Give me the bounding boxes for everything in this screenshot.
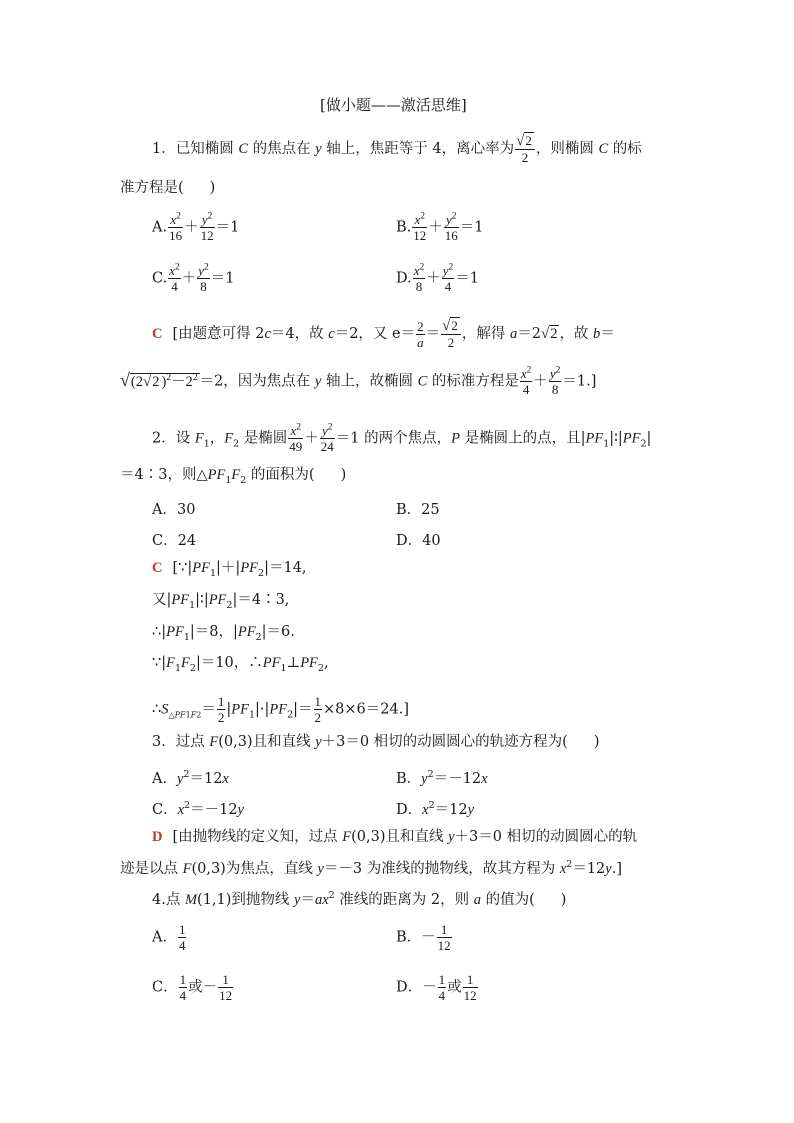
q3-solution-line1: D [由抛物线的定义知，过点 F(0,3)且和直线 y＋3＝0 相切的动圆圆心的轨 xyxy=(152,829,638,845)
q4-option-b: B．－ $\frac{1}{12}$ xyxy=(396,922,451,953)
section-title: [做小题——激活思维] xyxy=(320,96,467,114)
q3-option-c: C．$x^2=-12y$ xyxy=(152,800,244,818)
q3-answer: D xyxy=(152,829,163,845)
q3-solution-line2: 迹是以点 F(0,3)为焦点，直线 y＝－3 为准线的抛物线，故其方程为 $x^2=12y$.] xyxy=(120,859,622,877)
q3-option-b: B．$y^2=-12x$ xyxy=(396,769,488,787)
q3-option-a: A．$y^2=12x$ xyxy=(152,769,229,787)
q1-solution-line1: C [由题意可得 2c＝4，故 c＝2，又 e＝ $\frac{2}{a}$ ＝ $\frac{√2}{2}$ ，解得 a＝2√2 ，故 b＝ xyxy=(152,318,615,350)
q1-option-c: C. $\frac{x^2}{4}$ ＋ $\frac{y^2}{8}$ ＝1 xyxy=(152,262,235,294)
q2-solution-line5: $\therefore S_{\triangle PF1F2}=$ $\frac{1}{2}$ $|PF_1|\cdot|PF_2|=$ $\frac{1}{2}$ ×8×6＝24.] xyxy=(152,694,409,725)
q1-option-a: A. $\frac{x^2}{16}$ ＋ $\frac{y^2}{12}$ ＝1 xyxy=(152,211,240,243)
q1-option-d: D. $\frac{x^2}{8}$ ＋ $\frac{y^2}{4}$ ＝1 xyxy=(396,262,480,294)
q4-stem: 4.点 M(1,1)到抛物线 $y=ax^2$ 准线的距离为 2，则 a 的值为( ) xyxy=(152,890,567,908)
q2-solution-line3: $\therefore|PF_1|=8$，$|PF_2|=6$. xyxy=(152,624,295,643)
q2-option-d: D．40 xyxy=(396,533,441,549)
q1-stem-line2: 准方程是( ) xyxy=(120,180,216,196)
q3-stem: 3．过点 F(0,3)且和直线 y＋3＝0 相切的动圆圆心的轨迹方程为( ) xyxy=(152,734,600,750)
q1-option-b: B. $\frac{x^2}{12}$ ＋ $\frac{y^2}{16}$ ＝1 xyxy=(396,211,484,243)
q4-option-a: A． $\frac{1}{4}$ xyxy=(152,922,186,953)
q2-option-c: C．24 xyxy=(152,533,197,549)
q4-option-c: C． $\frac{1}{4}$ 或－ $\frac{1}{12}$ xyxy=(152,972,233,1003)
q2-option-b: B．25 xyxy=(396,502,440,518)
q1-stem-line1: 1．已知椭圆 C 的焦点在 y 轴上，焦距等于 4，离心率为 $\frac{√2}{2}$ ，则椭圆 C 的标 xyxy=(152,133,642,165)
q2-solution-line4: $\because|F_1F_2|=10$，$\therefore PF_1\perp PF_2$, xyxy=(152,655,329,674)
q2-option-a: A．30 xyxy=(152,502,196,518)
q1-answer: C xyxy=(152,326,163,342)
q2-stem-line1: 2．设 $F_1$，$F_2$ 是椭圆 $\frac{x^2}{49}$ ＋ $\frac{y^2}{24}$ ＝1 的两个焦点，P 是椭圆上的点，且$|PF_1|∶|PF_2|$ xyxy=(152,422,652,454)
q2-solution-line2: 又$|PF_1|∶|PF_2|=4∶3$, xyxy=(152,592,290,611)
q3-option-d: D．$x^2=12y$ xyxy=(396,800,475,818)
q4-option-d: D．－ $\frac{1}{4}$ 或 $\frac{1}{12}$ xyxy=(396,972,477,1003)
q2-solution-line1: C [$\because|PF_1|+|PF_2|=14$, xyxy=(152,560,307,579)
q2-stem-line2: ＝4∶3，则$\triangle PF_1F_2$ 的面积为( ) xyxy=(120,467,347,486)
q1-solution-line2: √(2√2 )$^2-2^2 =2$，因为焦点在 y 轴上，故椭圆 C 的标准方程是 $\frac{x^2}{4}$ ＋ $\frac{y^2}{8}$ ＝1.] xyxy=(120,365,597,397)
q2-answer: C xyxy=(152,560,163,576)
